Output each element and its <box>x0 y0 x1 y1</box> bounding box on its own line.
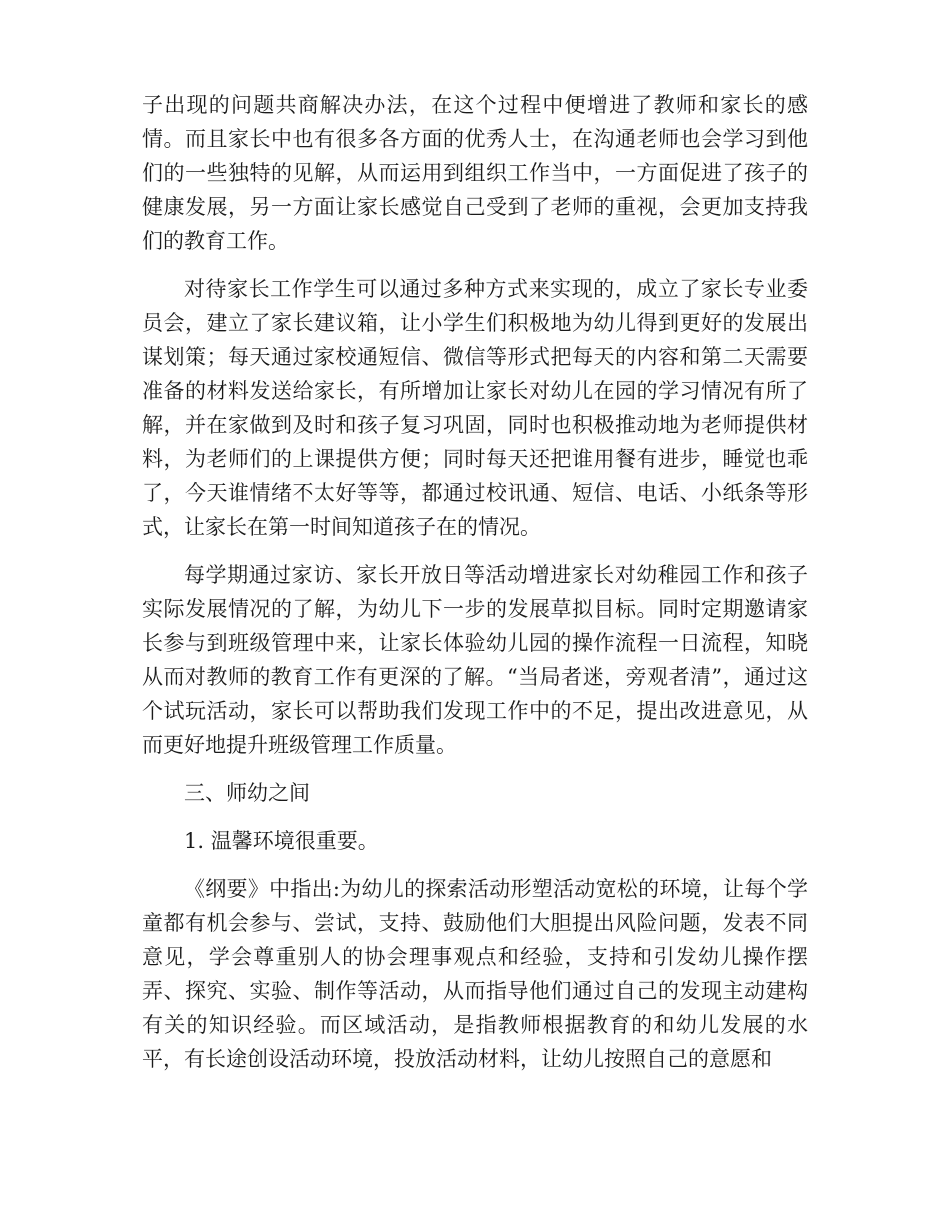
paragraph-continuation: 子出现的问题共商解决办法，在这个过程中便增进了教师和家长的感情。而且家长中也有很多各方面的优秀人士，在沟通老师也会学习到他们的一些独特的见解，从而运用到组织工作当中，一方面促进了孩子的健康发展，另一方面让家长感觉自己受到了老师的重视，会更加支持我们的教育工作。 <box>142 93 808 253</box>
document-body <box>142 88 808 1090</box>
paragraph-home-visits: 每学期通过家访、家长开放日等活动增进家长对幼稚园工作和孩子实际发展情况的了解，为幼儿下一步的发展草拟目标。同时定期邀请家长参与到班级管理中来，让家长体验幼儿园的操作流程一日流程，知晓从而对教师的教育工作有更深的了解。“当局者迷，旁观者清”，通过这个试玩活动，家长可以帮助我们发现工作中的不足，提出改进意见，从而更好地提升班级管理工作质量。 <box>142 563 808 757</box>
paragraph-parent-work: 对待家长工作学生可以通过多种方式来实现的，成立了家长专业委员会，建立了家长建议箱，让小学生们积极地为幼儿得到更好的发展出谋划策；每天通过家校通短信、微信等形式把每天的内容和第二天需要准备的材料发送给家长，有所增加让家长对幼儿在园的学习情况有所了解，并在家做到及时和孩子复习巩固，同时也积极推动地为老师提供材料，为老师们的上课提供方便；同时每天还把谁用餐有进步，睡觉也乖了，今天谁情绪不太好等等，都通过校讯通、短信、电话、小纸条等形式，让家长在第一时间知道孩子在的情况。 <box>142 277 808 539</box>
sub-heading: 1. 温馨环境很重要。 <box>184 829 379 853</box>
section-heading: 三、师幼之间 <box>184 781 310 805</box>
paragraph-outline: 《纲要》中指出:为幼儿的探索活动形塑活动宽松的环境，让每个学童都有机会参与、尝试，支持、鼓励他们大胆提出风险问题，发表不同意见，学会尊重别人的协会理事观点和经验，支持和引发幼儿操作摆弄、探究、实验、制作等活动，从而指导他们通过自己的发现主动建构有关的知识经验。而区域活动，是指教师根据教育的和幼儿发展的水平，有长途创设活动环境，投放活动材料，让幼儿按照自己的意愿和 <box>142 877 808 1071</box>
